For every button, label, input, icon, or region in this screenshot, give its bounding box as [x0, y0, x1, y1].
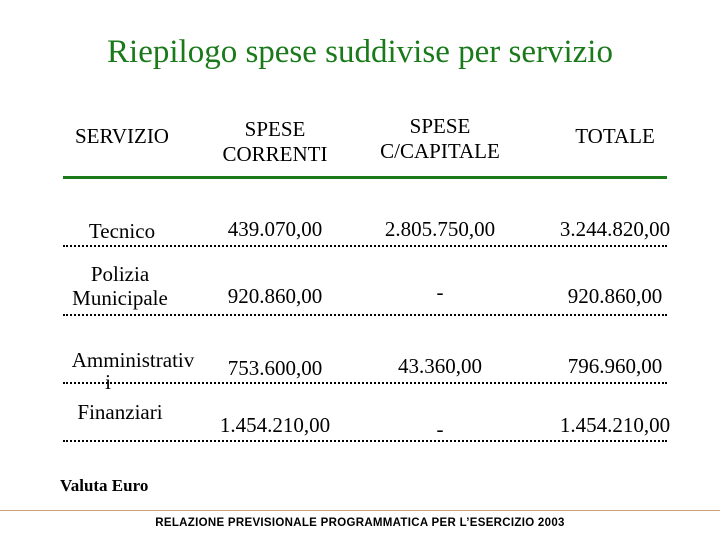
cell-capitale-tecnico: 2.805.750,00 [384, 217, 496, 241]
footer-divider [0, 510, 720, 511]
cell-correnti-finanziari: 1.454.210,00 [219, 413, 331, 437]
cell-servizio-polizia-municipale [55, 262, 185, 310]
cell-servizio-tecnico: Tecnico [88, 219, 156, 243]
page-title: Riepilogo spese suddivise per servizio [107, 34, 613, 70]
header-spese-correnti-line2: CORRENTI [222, 142, 328, 166]
row-divider [63, 440, 667, 442]
cell-servizio-polizia-line2: Municipale [72, 286, 168, 310]
cell-totale-tecnico: 3.244.820,00 [559, 217, 671, 241]
header-spese-correnti [195, 117, 355, 167]
cell-correnti-tecnico: 439.070,00 [227, 217, 323, 241]
header-spese-correnti-line1: SPESE [244, 117, 306, 141]
cell-totale-polizia: 920.860,00 [567, 284, 663, 308]
cell-servizio-polizia-line1: Polizia [90, 262, 150, 286]
row-divider [63, 382, 667, 384]
cell-capitale-amministrativi: 43.360,00 [398, 354, 482, 378]
currency-note: Valuta Euro [60, 476, 149, 495]
cell-totale-finanziari: 1.454.210,00 [559, 413, 671, 437]
header-divider [63, 176, 667, 179]
cell-correnti-amministrativi: 753.600,00 [227, 356, 323, 380]
cell-servizio-amministrativi-line2: i [105, 370, 111, 394]
header-spese-capitale-line2: C/CAPITALE [380, 139, 500, 163]
header-totale: TOTALE [575, 124, 655, 148]
row-divider [63, 314, 667, 316]
header-servizio: SERVIZIO [75, 124, 169, 148]
cell-servizio-amministrativi-line1: Amministrativ [71, 348, 195, 372]
cell-capitale-finanziari: - [436, 417, 444, 441]
cell-correnti-polizia: 920.860,00 [227, 284, 323, 308]
header-spese-capitale-line1: SPESE [409, 114, 471, 138]
footer-caption: RELAZIONE PREVISIONALE PROGRAMMATICA PER L’ESERCIZIO 2003 [155, 517, 565, 529]
row-divider [63, 245, 667, 247]
cell-servizio-amministrativi-line3: Finanziari [77, 400, 163, 424]
header-spese-capitale [360, 114, 520, 164]
cell-servizio-amministrativi-finanziari [58, 349, 208, 423]
cell-totale-amministrativi: 796.960,00 [567, 354, 663, 378]
cell-capitale-polizia: - [436, 280, 444, 304]
